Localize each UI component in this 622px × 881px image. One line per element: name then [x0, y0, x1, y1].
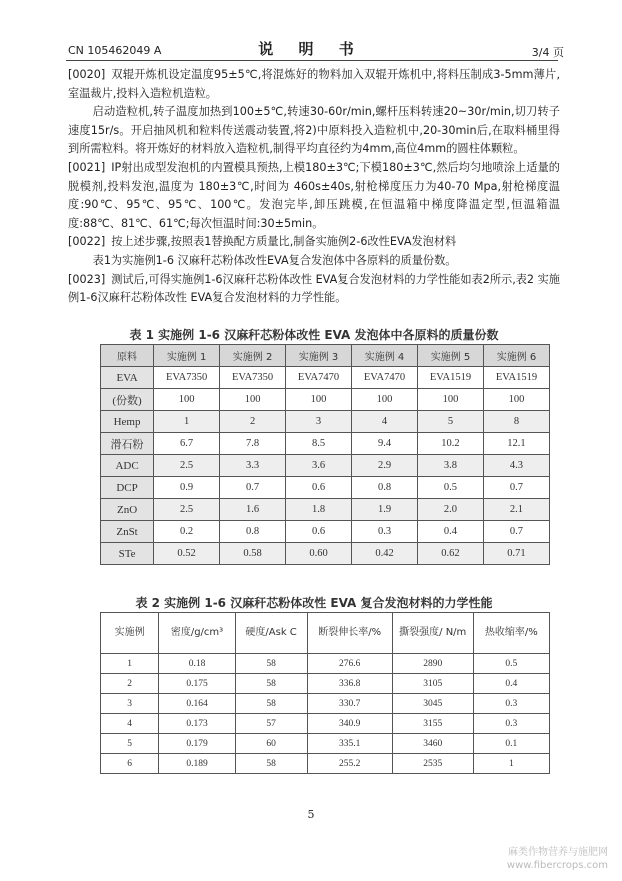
table-cell: 3155	[392, 714, 473, 734]
table-header-cell: 热收缩率/%	[473, 613, 549, 654]
table2-caption: 表 2 实施例 1-6 汉麻秆芯粉体改性 EVA 复合发泡材料的力学性能	[135, 596, 493, 610]
table-header-cell: 实施例 5	[417, 345, 483, 367]
table-cell: 100	[483, 389, 549, 411]
table-cell: 2535	[392, 754, 473, 774]
table-cell: 8.5	[286, 433, 352, 455]
table-cell: 0.164	[159, 694, 235, 714]
table-cell: 335.1	[307, 734, 392, 754]
table-row	[101, 499, 550, 521]
table-cell: EVA7350	[154, 367, 220, 389]
table-cell: 0.42	[352, 543, 418, 565]
page-indicator: 3/4 页	[531, 46, 564, 59]
row-label: ZnO	[101, 499, 154, 521]
table-row	[101, 411, 550, 433]
table-cell: 4.3	[483, 455, 549, 477]
table-row	[101, 543, 550, 565]
table-cell: 0.18	[159, 654, 235, 674]
table1-caption: 表 1 实施例 1-6 汉麻秆芯粉体改性 EVA 发泡体中各原料的质量份数	[129, 328, 499, 342]
table-header-cell: 原料	[101, 345, 154, 367]
table-header-cell: 实施例 4	[352, 345, 418, 367]
table-row	[101, 521, 550, 543]
table-cell: 340.9	[307, 714, 392, 734]
row-label: (份数)	[101, 389, 154, 411]
table-header-row	[101, 613, 550, 654]
table-cell: 100	[220, 389, 286, 411]
paragraph-0021	[68, 159, 560, 233]
table-header-cell: 实施例 6	[483, 345, 549, 367]
table-cell: 1.8	[286, 499, 352, 521]
table-cell: 276.6	[307, 654, 392, 674]
table-header-cell: 撕裂强度/ N/m	[392, 613, 473, 654]
table-cell: EVA7470	[286, 367, 352, 389]
paragraph-tag: [0022]	[68, 235, 106, 249]
paragraph-table1-intro	[68, 252, 560, 271]
paragraph-text: IP射出成型发泡机的内置模具预热,上模180±3℃;下模180±3℃,然后均匀地喷涂上适量的脱模剂,投料发泡,温度为 180±3℃,时间为 460s±40s,射枪梯度压力为40-70 Mpa,射枪梯度温度:90℃、95℃、95℃、100℃。发泡完毕,卸压跳模,在恒温箱中梯度降温定型,恒温箱温度:88℃、81℃、61℃;每次恒温时间:30±5min。	[68, 160, 560, 230]
table-cell: 0.8	[352, 477, 418, 499]
table-row	[101, 389, 550, 411]
table1-formulation	[100, 344, 550, 565]
table-header-cell: 硬度/Ask C	[235, 613, 307, 654]
paragraph-pelletizing	[68, 103, 560, 159]
table-cell: 0.60	[286, 543, 352, 565]
table-cell: 58	[235, 674, 307, 694]
table-cell: 0.9	[154, 477, 220, 499]
table-cell: 0.175	[159, 674, 235, 694]
row-label: STe	[101, 543, 154, 565]
table-header-cell: 断裂伸长率/%	[307, 613, 392, 654]
table-cell: 0.7	[220, 477, 286, 499]
table-cell: 2.1	[483, 499, 549, 521]
table-cell: 0.179	[159, 734, 235, 754]
table-cell: EVA7350	[220, 367, 286, 389]
row-label: ZnSt	[101, 521, 154, 543]
row-label: DCP	[101, 477, 154, 499]
table-cell: 0.8	[220, 521, 286, 543]
table-cell: 4	[101, 714, 159, 734]
table-header-cell: 实施例 3	[286, 345, 352, 367]
table-cell: 0.189	[159, 754, 235, 774]
table-cell: 0.7	[483, 521, 549, 543]
table-cell: 12.1	[483, 433, 549, 455]
table-header-cell: 密度/g/cm³	[159, 613, 235, 654]
paragraph-text: 测试后,可得实施例1-6汉麻秆芯粉体改性 EVA复合发泡材料的力学性能如表2所示,表2 实施例1-6汉麻秆芯粉体改性 EVA复合发泡材料的力学性能。	[68, 272, 560, 305]
table-cell: 3105	[392, 674, 473, 694]
table-row	[101, 714, 550, 734]
publication-number: CN 105462049 A	[68, 44, 162, 57]
table-cell: 0.6	[286, 477, 352, 499]
paragraph-tag: [0023]	[68, 272, 106, 286]
row-label: 滑石粉	[101, 433, 154, 455]
table-cell: 8	[483, 411, 549, 433]
table-cell: EVA1519	[483, 367, 549, 389]
row-label: EVA	[101, 367, 154, 389]
table-cell: 100	[154, 389, 220, 411]
table-cell: 100	[352, 389, 418, 411]
table-cell: 2	[101, 674, 159, 694]
table-cell: 58	[235, 654, 307, 674]
table-cell: 0.2	[154, 521, 220, 543]
header-rule	[66, 60, 558, 61]
table-header-cell: 实施例 1	[154, 345, 220, 367]
table-cell: 0.5	[473, 654, 549, 674]
table-cell: 3.8	[417, 455, 483, 477]
table-row	[101, 674, 550, 694]
table-cell: 6	[101, 754, 159, 774]
table-cell: 2.0	[417, 499, 483, 521]
table-cell: 0.4	[417, 521, 483, 543]
table-cell: 5	[417, 411, 483, 433]
table-cell: 5	[101, 734, 159, 754]
paragraph-text: 启动造粒机,转子温度加热到100±5℃,转速30-60r/min,螺杆压料转速20~30r/min,切刀转子速度15r/s。开启抽风机和粒料传送震动装置,将2)中原料投入造粒机中,20-30min后,在取料桶里得到所需粒料。将开炼好的材料放入造粒机,制得平均直径约为4mm,高位4mm的圆柱体颗粒。	[68, 105, 560, 156]
table-cell: 0.7	[483, 477, 549, 499]
table-cell: 0.173	[159, 714, 235, 734]
table-cell: 3.6	[286, 455, 352, 477]
table-cell: 2	[220, 411, 286, 433]
table-cell: 2.9	[352, 455, 418, 477]
paragraph-text: 双辊开炼机设定温度95±5℃,将混炼好的物料加入双辊开炼机中,将料压制成3-5mm薄片,室温裁片,投料入造粒机造粒。	[68, 68, 560, 100]
table-cell: 10.2	[417, 433, 483, 455]
table-cell: 3	[101, 694, 159, 714]
page-header	[0, 38, 622, 58]
table-cell: 6.7	[154, 433, 220, 455]
table-cell: EVA7470	[352, 367, 418, 389]
paragraph-tag: [0020]	[68, 68, 106, 81]
paragraph-0023	[68, 271, 560, 308]
paragraph-tag: [0021]	[68, 160, 106, 174]
table-cell: 0.52	[154, 543, 220, 565]
table-header-cell: 实施例	[101, 613, 159, 654]
table-cell: 3045	[392, 694, 473, 714]
table-cell: 100	[417, 389, 483, 411]
table-cell: 58	[235, 694, 307, 714]
table-row	[101, 734, 550, 754]
table-row	[101, 654, 550, 674]
table-cell: 255.2	[307, 754, 392, 774]
table-cell: 0.5	[417, 477, 483, 499]
row-label: Hemp	[101, 411, 154, 433]
table-cell: 2.5	[154, 455, 220, 477]
row-label: ADC	[101, 455, 154, 477]
table-cell: EVA1519	[417, 367, 483, 389]
watermark-text: 麻类作物营养与施肥网	[508, 847, 608, 858]
paragraph-0022	[68, 233, 560, 252]
table-cell: 330.7	[307, 694, 392, 714]
table-cell: 0.1	[473, 734, 549, 754]
table-cell: 336.8	[307, 674, 392, 694]
watermark-url: www.fibercrops.com	[506, 860, 608, 871]
table-row	[101, 367, 550, 389]
table-cell: 0.62	[417, 543, 483, 565]
document-body	[68, 66, 560, 308]
table-row	[101, 694, 550, 714]
table-cell: 100	[286, 389, 352, 411]
table-cell: 1	[154, 411, 220, 433]
paragraph-text: 按上述步骤,按照表1替换配方质量比,制备实施例2-6改性EVA发泡材料	[111, 235, 457, 249]
table-cell: 0.71	[483, 543, 549, 565]
table-cell: 3.3	[220, 455, 286, 477]
table-header-cell: 实施例 2	[220, 345, 286, 367]
page-number: 5	[307, 808, 315, 821]
table-cell: 57	[235, 714, 307, 734]
table-cell: 0.3	[473, 694, 549, 714]
table-cell: 1.9	[352, 499, 418, 521]
table-cell: 1.6	[220, 499, 286, 521]
table-cell: 2.5	[154, 499, 220, 521]
table-row	[101, 477, 550, 499]
table-row	[101, 433, 550, 455]
table-cell: 3460	[392, 734, 473, 754]
watermark	[507, 846, 608, 872]
document-title: 说 明 书	[258, 40, 364, 58]
table-row	[101, 455, 550, 477]
table-header-row	[101, 345, 550, 367]
table-cell: 0.3	[473, 714, 549, 734]
table-cell: 1	[101, 654, 159, 674]
table-cell: 60	[235, 734, 307, 754]
table-cell: 4	[352, 411, 418, 433]
table-cell: 58	[235, 754, 307, 774]
paragraph-0020	[68, 66, 560, 103]
table-cell: 0.58	[220, 543, 286, 565]
table-cell: 1	[473, 754, 549, 774]
table-cell: 0.3	[352, 521, 418, 543]
table-cell: 2890	[392, 654, 473, 674]
table-cell: 7.8	[220, 433, 286, 455]
table2-mechanical-properties	[100, 612, 550, 774]
table-row	[101, 754, 550, 774]
paragraph-text: 表1为实施例1-6 汉麻秆芯粉体改性EVA复合发泡体中各原料的质量份数。	[92, 253, 457, 267]
table-cell: 3	[286, 411, 352, 433]
table-cell: 9.4	[352, 433, 418, 455]
table-cell: 0.4	[473, 674, 549, 694]
table-cell: 0.6	[286, 521, 352, 543]
